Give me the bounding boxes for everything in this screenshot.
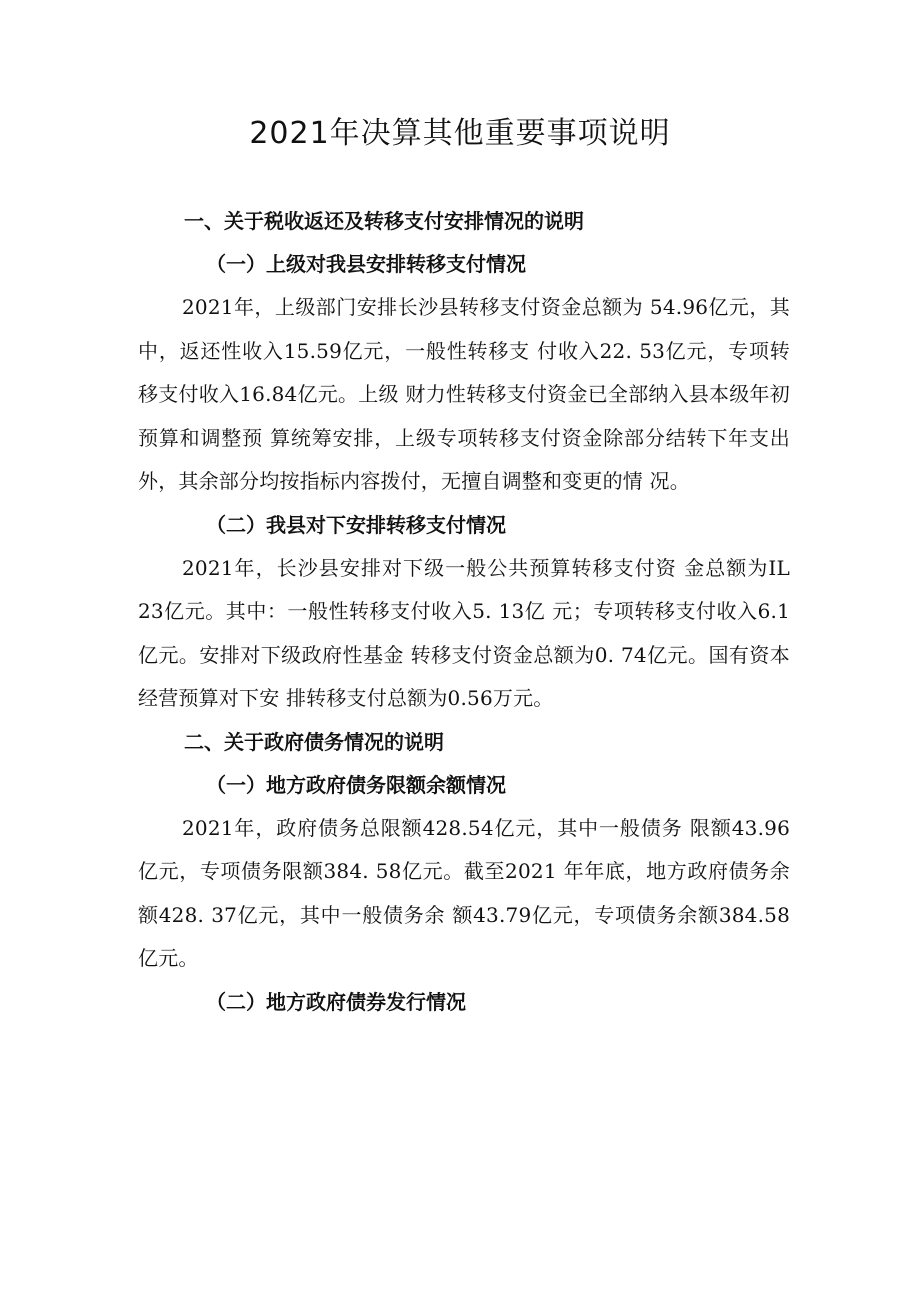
paragraph: 2021年，政府债务总限额428.54亿元，其中一般债务 限额43.96亿元，专项债务限额384. 58亿元。截至2021 年年底，地方政府债务余额428. 37亿元，其中一般债务余 额43.79亿元，专项债务余额384.58亿元。 [138,815,790,970]
subsection-bond-issuance [138,981,790,1024]
section-transfer-payments [138,200,790,721]
subsection-heading: （一）地方政府债务限额余额情况 [206,772,506,797]
subsection-county-transfers [138,504,790,721]
paragraph: 2021年，长沙县安排对下级一般公共预算转移支付资 金总额为IL 23亿元。其中：一般性转移支付收入5. 13亿 元；专项转移支付收入6.1亿元。安排对下级政府性基金 转移支付资金总额为0. 74亿元。国有资本经营预算对下安 排转移支付总额为0.56万元。 [138,555,790,710]
section-heading: 一、关于税收返还及转移支付安排情况的说明 [184,209,584,233]
section-heading: 二、关于政府债务情况的说明 [184,729,444,754]
subsection-heading: （一）上级对我县安排转移支付情况 [206,252,526,276]
paragraph: 2021年，上级部门安排长沙县转移支付资金总额为 54.96亿元，其中，返还性收入15.59亿元，一般性转移支 付收入22. 53亿元，专项转移支付收入16.84亿元。上级 财力性转移支付资金已全部纳入县本级年初预算和调整预 算统筹安排，上级专项转移支付资金除部分结转下年支出 外，其余部分均按指标内容拨付，无擅自调整和变更的情 况。 [138,295,790,493]
document-body [138,200,790,1024]
subsection-superior-transfers [138,243,790,504]
section-government-debt [138,721,790,1024]
subsection-heading: （二）我县对下安排转移支付情况 [206,512,506,537]
subsection-debt-limit-balance [138,764,790,981]
subsection-heading: （二）地方政府债券发行情况 [206,989,466,1014]
document-title: 2021年决算其他重要事项说明 [249,116,671,151]
